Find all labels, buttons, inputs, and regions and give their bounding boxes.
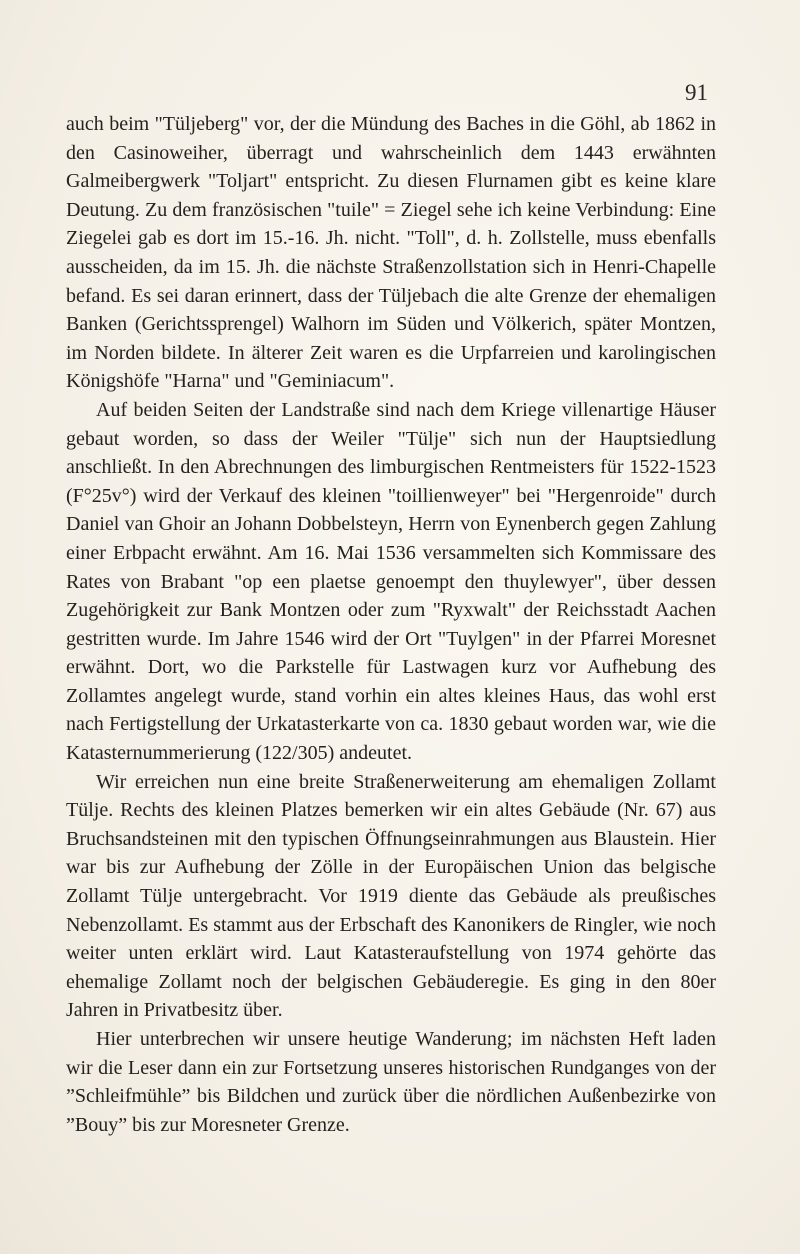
paragraph-1: auch beim "Tüljeberg" vor, der die Mündung des Baches in die Göhl, ab 1862 in den Casinoweiher, überragt und wahrscheinlich dem 1443 erwähnten Galmeibergwerk "Toljart" entspricht. Zu diesen Flurnamen gibt es keine klare Deutung. Zu dem französischen "tuile" = Ziegel sehe ich keine Verbindung: Eine Ziegelei gab es dort im 15.-16. Jh. nicht. "Toll", d. h. Zollstelle, muss ebenfalls ausscheiden, da im 15. Jh. die nächste Straßenzollstation sich in Henri-Chapelle befand. Es sei daran erinnert, dass der Tüljebach die alte Grenze der ehemaligen Banken (Gerichtssprengel) Walhorn im Süden und Völkerich, später Montzen, im Norden bildete. In älterer Zeit waren es die Urpfarreien und karolingischen Königshöfe "Harna" und "Geminiacum".	[66, 113, 716, 393]
paragraph-4: Hier unterbrechen wir unsere heutige Wanderung; im nächsten Heft laden wir die Leser dann ein zur Fortsetzung unseres historischen Rundganges von der ”Schleifmühle” bis Bildchen und zurück über die nördlichen Außenbezirke von ”Bouy” bis zur Moresneter Grenze.	[66, 1028, 716, 1136]
paragraph-3: Wir erreichen nun eine breite Straßenerweiterung am ehemaligen Zollamt Tülje. Rechts des kleinen Platzes bemerken wir ein altes Gebäude (Nr. 67) aus Bruchsandsteinen mit den typischen Öffnungseinrahmungen aus Blaustein. Hier war bis zur Aufhebung der Zölle in der Europäischen Union das belgische Zollamt Tülje untergebracht. Vor 1919 diente das Gebäude als preußisches Nebenzollamt. Es stammt aus der Erbschaft des Kanonikers de Ringler, wie noch weiter unten erklärt wird. Laut Katasteraufstellung von 1974 gehörte das ehemalige Zollamt noch der belgischen Gebäuderegie. Es ging in den 80er Jahren in Privatbesitz über.	[66, 770, 716, 1022]
page-number: 91	[685, 80, 708, 105]
body-text	[66, 110, 716, 1139]
paragraph-2: Auf beiden Seiten der Landstraße sind nach dem Kriege villenartige Häuser gebaut worden, so dass der Weiler "Tülje" sich nun der Hauptsiedlung anschließt. In den Abrechnungen des limburgischen Rentmeisters für 1522-1523 (F°25v°) wird der Verkauf des kleinen "toillienweyer" bei "Hergenroide" durch Daniel van Ghoir an Johann Dobbelsteyn, Herrn von Eynenberch gegen Zahlung einer Erbpacht erwähnt. Am 16. Mai 1536 versammelten sich Kommissare des Rates von Brabant "op een plaetse genoempt den thuylewyer", über dessen Zugehörigkeit zur Bank Montzen oder zum "Ryxwalt" der Reichsstadt Aachen gestritten wurde. Im Jahre 1546 wird der Ort "Tuylgen" in der Pfarrei Moresnet erwähnt. Dort, wo die Parkstelle für Lastwagen kurz vor Aufhebung des Zollamtes angelegt wurde, stand vorhin ein altes kleines Haus, das wohl erst nach Fertigstellung der Urkatasterkarte von ca. 1830 gebaut worden war, wie die Katasternummerierung (122/305) andeutet.	[66, 398, 716, 765]
